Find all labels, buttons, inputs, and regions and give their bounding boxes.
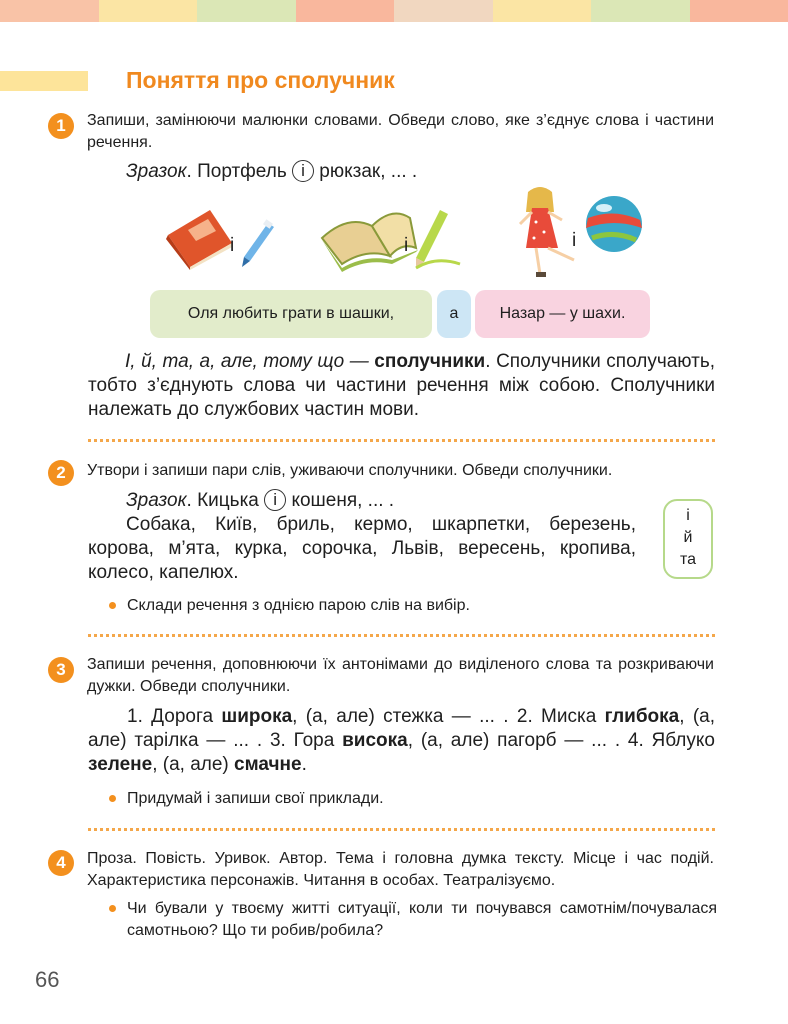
picture-conjunction: і — [572, 230, 577, 251]
pen-icon — [242, 219, 274, 267]
bullet-text: Придумай і запиши свої приклади. — [127, 790, 384, 807]
task2-instruction: Утвори і запиши пари слів, уживаючи сполучники. Обведи сполучники. — [87, 462, 613, 479]
example-label: Зразок — [126, 161, 187, 182]
highlighted-word: смачне — [234, 754, 302, 775]
conjunction-option: і — [686, 507, 690, 524]
conjunction-option: й — [683, 529, 693, 546]
task2-bullet — [109, 595, 717, 617]
task3-bullet — [109, 788, 717, 810]
strip-segment — [591, 0, 690, 22]
section-divider — [88, 439, 715, 442]
page-title: Поняття про сполучник — [126, 67, 395, 93]
girl-icon — [520, 187, 577, 277]
notebook-and-pen-picture — [160, 205, 280, 270]
page-number: 66 — [35, 967, 60, 992]
example-word: рюкзак, ... . — [319, 161, 418, 182]
sentence-conjunction: а — [437, 290, 471, 338]
sentence-text: , (а, але) тарілка — ... . 3. Гора — [88, 706, 716, 751]
strip-segment — [0, 0, 99, 22]
task2-example — [126, 489, 394, 513]
task1-example — [126, 160, 417, 184]
conjunction-box — [663, 499, 713, 579]
highlighted-word: широка — [221, 706, 293, 727]
example-word: кошеня, ... . — [291, 490, 395, 511]
strip-segment — [99, 0, 198, 22]
task3-instruction: Запиши речення, доповнюючи їх антонімами до виділеного слова та розкриваючи дужки. Обведи сполучники. — [87, 656, 714, 695]
highlighted-word: зелене — [88, 754, 153, 775]
task4-bullet — [109, 898, 717, 942]
task1-instruction: Запиши, замінюючи малюнки словами. Обведи слово, яке з’єднує слова і частини речення. — [87, 112, 714, 151]
example-word: . Кицька — [186, 490, 259, 511]
task-number-3: 3 — [48, 657, 74, 683]
sentence-text: , (а, але) пагорб — ... . 4. Яблуко — [407, 730, 715, 751]
book-and-pencil-picture — [318, 200, 463, 272]
task-number-2: 2 — [48, 460, 74, 486]
example-word: . Портфель — [186, 161, 287, 182]
bullet-text: Чи бували у твоєму житті ситуації, коли ти почувався самотнім/почувалася самотньою? Що ти робив/робила? — [127, 900, 717, 939]
task3-sentences — [88, 705, 715, 777]
rule-text: . Сполучники сполучають, тобто з’єднують слова чи частини речення між собою. Сполучники належать до службових частин мови. — [88, 351, 715, 420]
strip-segment — [296, 0, 395, 22]
highlighted-word: глибока — [604, 706, 680, 727]
strip-segment — [690, 0, 788, 22]
sentence-text: 1. Дорога — [127, 706, 222, 727]
sentence-part-left: Оля любить грати в шашки, — [150, 290, 432, 338]
task4-instruction: Проза. Повість. Уривок. Автор. Тема і головна думка тексту. Місце і час подій. Характеристика персонажів. Читання в особах. Театралізуємо. — [87, 850, 714, 889]
section-divider — [88, 828, 715, 831]
rule-term: сполучники — [374, 351, 486, 372]
circled-conjunction: і — [292, 160, 314, 182]
conjunction-option: та — [679, 551, 697, 568]
sentence-part-right: Назар — у шахи. — [475, 290, 650, 338]
circled-conjunction: і — [264, 489, 286, 511]
task-number-4: 4 — [48, 850, 74, 876]
task2-word-list: Собака, Київ, бриль, кермо, шкарпетки, березень, корова, м’ята, курка, сорочка, Львів, вересень, кропива, колесо, капелюх. — [88, 514, 636, 583]
example-label: Зразок — [126, 490, 187, 511]
strip-segment — [197, 0, 296, 22]
strip-segment — [493, 0, 592, 22]
rule-italic: І, й, та, а, але, тому що — — [125, 351, 369, 372]
ball-icon — [586, 196, 642, 252]
conjunction-rule — [88, 350, 715, 422]
sentence-text: . — [301, 754, 307, 775]
section-divider — [88, 634, 715, 637]
task-number-1: 1 — [48, 113, 74, 139]
highlighted-word: висока — [342, 730, 408, 751]
picture-conjunction: і — [404, 235, 409, 256]
girl-and-ball-picture — [512, 182, 647, 282]
notebook-icon — [166, 210, 235, 270]
sentence-text: , (а, але) — [152, 754, 235, 775]
top-color-strip — [0, 0, 788, 22]
sentence-text: , (а, але) стежка — ... . 2. Миска — [292, 706, 605, 727]
bullet-text: Склади речення з однією парою слів на вибір. — [127, 597, 470, 614]
strip-segment — [394, 0, 493, 22]
pencil-icon — [416, 210, 460, 268]
picture-conjunction: і — [230, 235, 235, 256]
title-accent-bar — [0, 71, 88, 91]
